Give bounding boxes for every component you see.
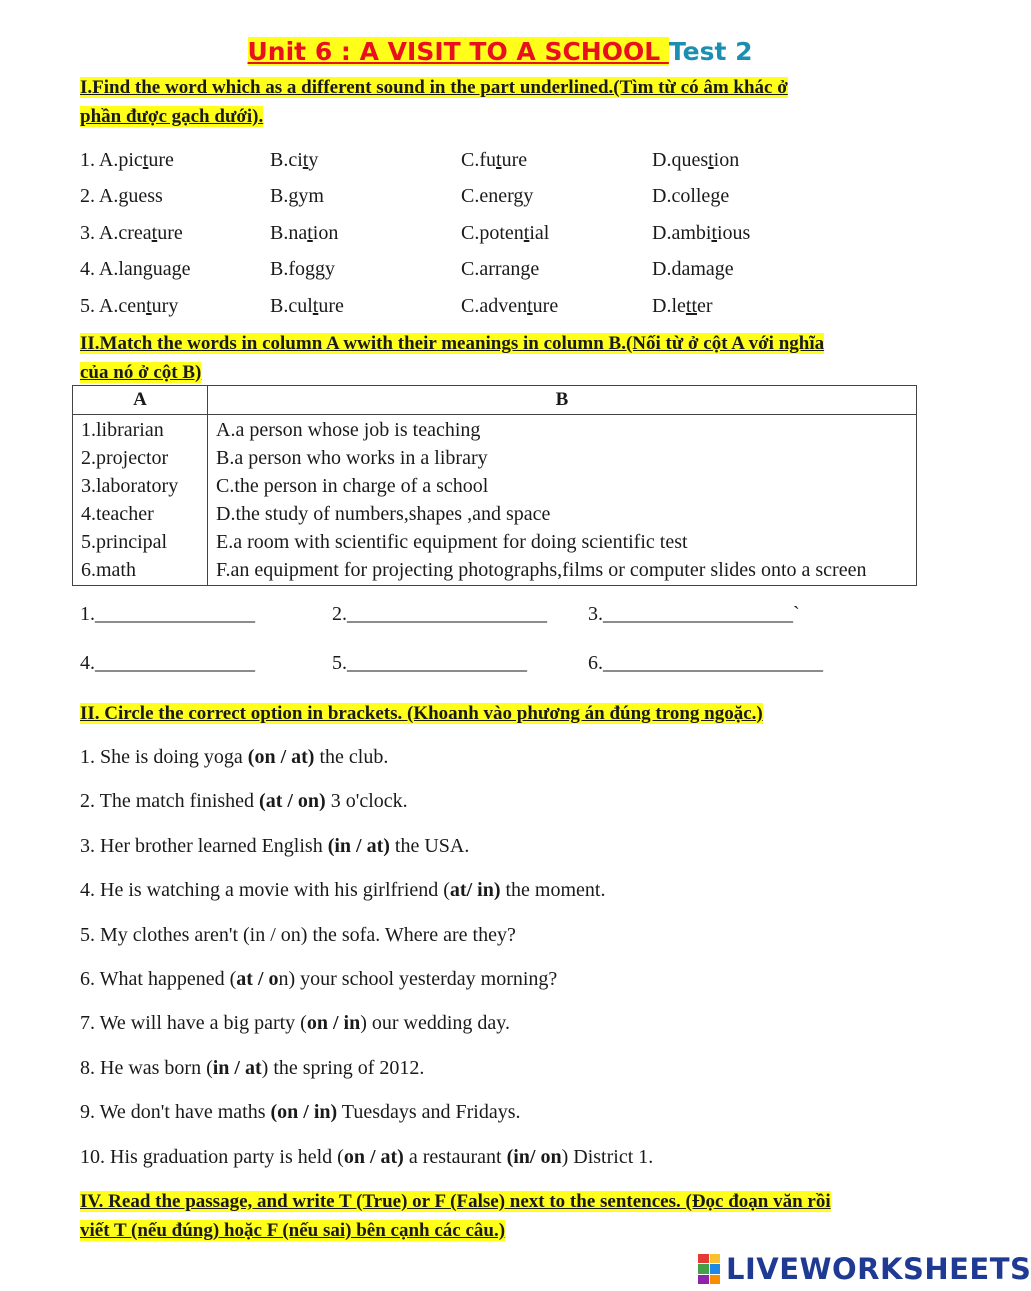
underlined-letters: t: [312, 295, 319, 317]
option-text: D.le: [652, 295, 686, 317]
option-text: B.fo: [270, 258, 305, 280]
underlined-letters: g: [513, 185, 524, 207]
column-b-item: C.the person in charge of a school: [216, 475, 489, 497]
option-text: C.adven: [461, 295, 528, 317]
column-a-item: 6.math: [81, 559, 136, 581]
option-4-b[interactable]: [270, 255, 335, 283]
option-text: er: [697, 295, 713, 317]
question-3: [80, 832, 469, 860]
option-text: uess: [128, 185, 163, 207]
option-4-d[interactable]: [652, 255, 734, 283]
question-text: 3. Her brother learned English: [80, 834, 328, 857]
question-text: 4. He is watching a movie with his girlfriend (: [80, 879, 450, 902]
liveworksheets-logo-text: LIVEWORKSHEETS: [726, 1252, 1031, 1286]
underlined-letters: g: [171, 258, 182, 280]
option-text: y: [308, 149, 319, 171]
column-b-item: F.an equipment for projecting photographs,films or computer slides onto a screen: [216, 559, 867, 581]
underlined-letters: t: [496, 149, 502, 171]
question-text: a restaurant: [403, 1145, 507, 1168]
underlined-letters: g: [118, 185, 129, 207]
option-text: ure: [157, 222, 183, 244]
option-text: e: [530, 258, 540, 280]
option-text: C.poten: [461, 222, 524, 244]
underlined-letters: gg: [305, 258, 325, 280]
option-text: C.arran: [461, 258, 521, 280]
option-text: D.colle: [652, 185, 711, 207]
question-text: the USA.: [389, 834, 470, 857]
option-text: D.ambi: [652, 222, 712, 244]
question-text: 9. We don't have maths: [80, 1101, 271, 1124]
underlined-letters: g: [710, 185, 721, 207]
underlined-letters: t: [708, 149, 714, 171]
bracket-option[interactable]: (in / at): [327, 834, 390, 857]
option-3-c[interactable]: [461, 219, 549, 247]
question-10: [80, 1143, 653, 1171]
option-text: B.na: [270, 222, 308, 244]
underlined-letters: t: [307, 222, 313, 244]
title-main: Unit 6 : A VISIT TO A SCHOOL: [247, 37, 669, 66]
option-3-b[interactable]: [270, 219, 338, 247]
answer-blank-3[interactable]: 3.___________________`: [588, 603, 800, 625]
option-text: D.dama: [652, 258, 715, 280]
answer-blank-4[interactable]: 4.________________: [80, 652, 255, 674]
option-text: C.ener: [461, 185, 514, 207]
question-text: Tuesdays and Fridays.: [337, 1101, 521, 1124]
option-text: 3. A.crea: [80, 222, 152, 244]
underlined-letters: t: [302, 149, 309, 171]
bracket-option[interactable]: (on / at): [247, 746, 315, 768]
column-b-item: D.the study of numbers,shapes ,and space: [216, 503, 551, 525]
underlined-letters: g: [520, 258, 531, 280]
question-text: ) the spring of 2012.: [261, 1056, 425, 1079]
option-2-a[interactable]: [80, 182, 163, 210]
underlined-letters: t: [523, 222, 530, 244]
underlined-letters: t: [146, 295, 152, 317]
option-text: ion: [312, 222, 339, 244]
column-a-item: 4.teacher: [81, 503, 154, 525]
bracket-option[interactable]: (at / on): [259, 790, 326, 813]
option-5-d[interactable]: [652, 292, 713, 320]
section1-heading: I.Find the word which as a different sound in the part underlined.(Tìm từ có âm khác ở phần được gạch dưới).: [80, 77, 788, 127]
option-text: y: [325, 258, 335, 280]
matching-table: [72, 385, 917, 586]
question-6: [80, 965, 557, 993]
liveworksheets-logo: [698, 1252, 1031, 1286]
question-text: 8. He was born (: [80, 1056, 213, 1079]
option-text: 5. A.cen: [80, 295, 147, 317]
question-5: [80, 921, 516, 949]
option-text: ious: [717, 222, 751, 244]
answer-blank-1[interactable]: 1.________________: [80, 603, 255, 625]
question-8: [80, 1054, 424, 1082]
option-4-c[interactable]: [461, 255, 539, 283]
option-text: y: [523, 185, 534, 207]
answer-blank-6[interactable]: 6.______________________: [588, 652, 823, 674]
option-text: e: [720, 185, 730, 207]
question-text: 3 o'clock.: [325, 790, 408, 813]
column-b-item: B.a person who works in a library: [216, 447, 488, 469]
column-a-header: A: [73, 386, 208, 415]
section2-heading: II.Match the words in column A wwith their meanings in column B.(Nối từ ở cột A với nghĩa của nó ở cột B): [80, 333, 825, 383]
title-test: Test 2: [668, 37, 753, 66]
option-text: e: [724, 258, 734, 280]
option-3-d[interactable]: [652, 219, 750, 247]
option-3-a[interactable]: [80, 219, 183, 247]
option-text: ure: [501, 149, 528, 171]
question-4: [80, 876, 605, 904]
underlined-letters: tt: [685, 295, 698, 317]
question-text: ) District 1.: [561, 1145, 654, 1168]
underlined-letters: t: [711, 222, 717, 244]
option-text: B.cul: [270, 295, 313, 317]
option-text: 2. A.: [80, 185, 119, 207]
question-text: the moment.: [500, 879, 606, 902]
option-text: C.fu: [461, 149, 496, 171]
question-2: [80, 787, 408, 815]
bracket-option[interactable]: on / at): [343, 1145, 404, 1168]
column-b-item: E.a room with scientific equipment for doing scientific test: [216, 531, 688, 553]
question-9: [80, 1098, 521, 1126]
column-a-cell: [73, 415, 208, 586]
column-a-item: 5.principal: [81, 531, 168, 553]
option-text: 1. A.pic: [80, 149, 143, 171]
option-text: D.ques: [652, 149, 709, 171]
section3-heading: II. Circle the correct option in brackets. (Khoanh vào phương án đúng trong ngoặc.): [80, 703, 763, 724]
question-1: [80, 743, 388, 771]
option-text: ure: [532, 295, 559, 317]
answer-blank-5[interactable]: 5.__________________: [332, 652, 527, 674]
option-text: ure: [148, 149, 174, 171]
option-4-a[interactable]: [80, 255, 191, 283]
option-5-c[interactable]: [461, 292, 558, 320]
option-text: ury: [151, 295, 179, 317]
underlined-letters: t: [527, 295, 533, 317]
bracket-option[interactable]: (on / in): [270, 1101, 338, 1124]
column-b-cell: [208, 415, 917, 586]
question-text: 7. We will have a big party (: [80, 1012, 307, 1035]
option-text: ial: [529, 222, 550, 244]
option-text: e: [181, 258, 191, 280]
underlined-letters: t: [151, 222, 158, 244]
question-text: 5. My clothes aren't (in / on) the sofa. Where are they?: [80, 923, 516, 946]
option-2-d[interactable]: [652, 182, 729, 210]
question-text: ) our wedding day.: [360, 1012, 510, 1035]
bracket-option[interactable]: at/ in): [449, 879, 501, 902]
liveworksheets-logo-icon: [698, 1254, 720, 1284]
section4-heading: IV. Read the passage, and write T (True) or F (False) next to the sentences. (Đọc đoạn văn rồi viết T (nếu đúng) hoặc F (nếu sai) bên cạnh các câu.): [80, 1191, 831, 1241]
option-text: B.: [270, 185, 289, 207]
option-text: B.ci: [270, 149, 303, 171]
column-a-item: 1.librarian: [81, 419, 164, 441]
underlined-letters: t: [142, 149, 149, 171]
option-5-a[interactable]: [80, 292, 178, 320]
option-text: ion: [713, 149, 740, 171]
question-text: 10. His graduation party is held (: [80, 1145, 344, 1168]
question-text: 6. What happened (: [80, 968, 237, 990]
option-1-d[interactable]: [652, 146, 739, 174]
question-text: the club.: [314, 746, 389, 768]
column-b-header: B: [208, 386, 917, 415]
underlined-letters: g: [288, 185, 299, 207]
column-b-item: A.a person whose job is teaching: [216, 419, 481, 441]
option-5-b[interactable]: [270, 292, 344, 320]
question-text: 2. The match finished: [80, 790, 260, 813]
question-7: [80, 1009, 510, 1037]
column-a-item: 3.laboratory: [81, 475, 179, 497]
answer-blank-2[interactable]: 2.____________________: [332, 603, 547, 625]
bracket-option[interactable]: at / o: [236, 968, 279, 990]
option-text: ym: [298, 185, 324, 207]
question-text: 1. She is doing yoga: [80, 746, 248, 768]
option-2-b[interactable]: [270, 182, 324, 210]
column-a-item: 2.projector: [81, 447, 169, 469]
bracket-option[interactable]: (in/ on: [506, 1145, 562, 1168]
question-text: n) your school yesterday morning?: [278, 968, 558, 990]
underlined-letters: g: [714, 258, 725, 280]
option-text: ure: [318, 295, 344, 317]
page-title: [0, 36, 1000, 68]
option-text: 4. A.langua: [80, 258, 172, 280]
option-1-b[interactable]: [270, 146, 318, 174]
bracket-option[interactable]: in / at: [212, 1056, 262, 1079]
option-1-a[interactable]: [80, 146, 174, 174]
option-1-c[interactable]: [461, 146, 527, 174]
bracket-option[interactable]: on / in: [306, 1012, 361, 1035]
option-2-c[interactable]: [461, 182, 533, 210]
